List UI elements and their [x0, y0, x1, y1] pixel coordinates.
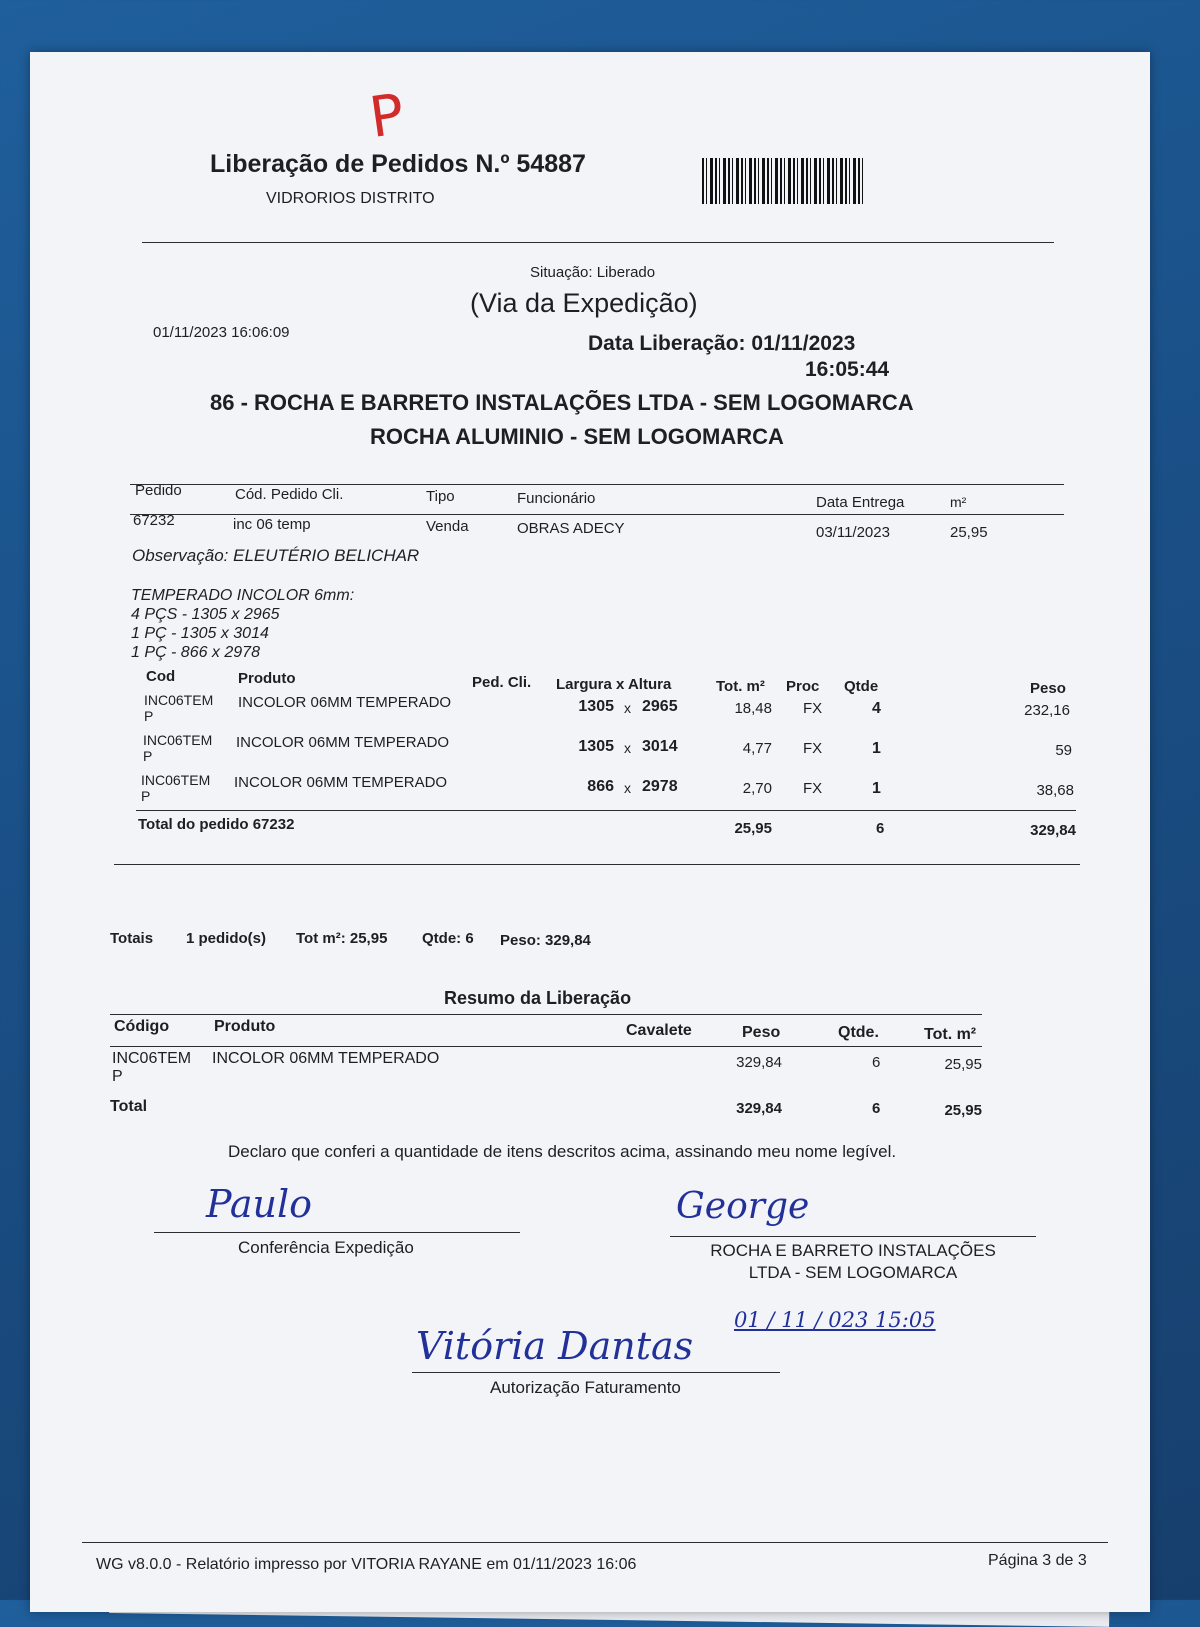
value-pedido: 67232 [133, 512, 175, 529]
signature-line [412, 1372, 780, 1373]
totals-peso: Peso: 329,84 [500, 932, 591, 949]
cod-line: P [141, 788, 151, 804]
summary-total-peso: 329,84 [736, 1100, 782, 1117]
divider [136, 810, 1076, 811]
table-row-produto: INCOLOR 06MM TEMPERADO [234, 774, 448, 791]
table-row-produto: INCOLOR 06MM TEMPERADO [236, 734, 450, 751]
cod-line: INC06TEM [144, 692, 214, 708]
table-row-peso: 232,16 [1024, 702, 1070, 719]
table-row-cod [144, 692, 213, 724]
totals-label: Totais [110, 930, 154, 947]
summary-col-peso: Peso [742, 1024, 781, 1041]
cod-line: INC06TEM [143, 732, 213, 748]
value-funcionario: OBRAS ADECY [517, 520, 625, 537]
table-row-qtde: 1 [872, 740, 881, 757]
table-row-cod [143, 732, 212, 764]
totals-pedidos: 1 pedido(s) [186, 930, 267, 947]
label-line: LTDA - SEM LOGOMARCA [748, 1263, 958, 1282]
signature-line [670, 1236, 1036, 1237]
table-row-qtde: 4 [872, 700, 881, 717]
summary-total-qtde: 6 [872, 1100, 881, 1117]
label-line: ROCHA E BARRETO INSTALAÇÕES [710, 1241, 996, 1260]
table-row-altura: 2978 [642, 778, 678, 795]
label-funcionario: Funcionário [517, 490, 596, 507]
signature-george: George [676, 1186, 810, 1227]
label-tipo: Tipo [426, 488, 455, 505]
client-name-line2: ROCHA ALUMINIO - SEM LOGOMARCA [370, 424, 784, 449]
totals-tot-m2: Tot m²: 25,95 [296, 930, 388, 947]
summary-row-qtde: 6 [872, 1054, 881, 1071]
declaration-text: Declaro que conferi a quantidade de itens descritos acima, assinando meu nome legível. [228, 1142, 897, 1161]
table-row-x: x [624, 740, 631, 756]
table-row-produto: INCOLOR 06MM TEMPERADO [238, 694, 452, 711]
cod-line: P [143, 748, 153, 764]
label-m2: m² [950, 494, 967, 510]
divider [142, 242, 1054, 243]
order-notes [131, 586, 354, 662]
order-total-label: Total do pedido 67232 [138, 816, 295, 833]
signature-line [154, 1232, 520, 1233]
note-line: 1 PÇ - 866 x 2978 [131, 644, 260, 661]
col-ped-cli: Ped. Cli. [472, 674, 532, 691]
col-proc: Proc [786, 678, 820, 695]
signature-label-conferencia: Conferência Expedição [238, 1238, 414, 1257]
footer-page-number: Página 3 de 3 [988, 1552, 1087, 1569]
table-row-tot-m2: 18,48 [734, 700, 772, 717]
table-row-largura: 1305 [578, 698, 614, 715]
divider [110, 1014, 982, 1015]
col-qtde: Qtde [844, 678, 879, 695]
col-produto: Produto [238, 670, 296, 687]
signature-vitoria: Vitória Dantas [416, 1324, 694, 1368]
summary-col-cavalete: Cavalete [626, 1022, 692, 1039]
divider [114, 864, 1080, 865]
divider [82, 1542, 1108, 1543]
table-row-peso: 59 [1055, 742, 1072, 759]
summary-row-produto: INCOLOR 06MM TEMPERADO [212, 1050, 440, 1067]
summary-row-tot-m2: 25,95 [944, 1056, 982, 1073]
handwritten-date: 01 / 11 / 023 15:05 [734, 1308, 936, 1332]
summary-row-peso: 329,84 [736, 1054, 782, 1071]
table-row-proc: FX [803, 700, 823, 717]
cod-line: INC06TEM [141, 772, 211, 788]
table-row-tot-m2: 4,77 [742, 740, 772, 757]
status-text: Situação: Liberado [530, 264, 656, 281]
divider [130, 484, 1064, 485]
observation: Observação: ELEUTÉRIO BELICHAR [132, 546, 420, 565]
signature-paulo: Paulo [206, 1182, 313, 1226]
release-date: Data Liberação: 01/11/2023 [588, 332, 856, 355]
order-total-tot-m2: 25,95 [734, 820, 772, 837]
summary-col-tot-m2: Tot. m² [924, 1026, 977, 1043]
cod-line: INC06TEM [112, 1050, 192, 1067]
col-tot-m2: Tot. m² [716, 678, 765, 695]
summary-col-produto: Produto [214, 1018, 276, 1035]
col-peso: Peso [1030, 680, 1066, 697]
table-row-proc: FX [803, 740, 823, 757]
document-title: Liberação de Pedidos N.º 54887 [210, 150, 586, 178]
label-data-entrega: Data Entrega [816, 494, 905, 511]
divider [110, 1046, 982, 1047]
summary-col-qtde: Qtde. [838, 1024, 879, 1041]
red-p-mark: P [365, 81, 409, 152]
company-name: VIDRORIOS DISTRITO [266, 190, 435, 207]
col-cod: Cod [146, 668, 176, 685]
table-row-altura: 3014 [642, 738, 678, 755]
order-total-peso: 329,84 [1030, 822, 1076, 839]
barcode [702, 158, 864, 204]
cod-line: P [144, 708, 154, 724]
value-data-entrega: 03/11/2023 [816, 524, 890, 541]
table-row-cod [141, 772, 210, 804]
value-m2: 25,95 [950, 524, 988, 541]
table-row-qtde: 1 [872, 780, 881, 797]
divider [130, 514, 1064, 515]
document-sheet [30, 52, 1150, 1612]
table-row-altura: 2965 [642, 698, 678, 715]
note-line: 4 PÇS - 1305 x 2965 [131, 606, 280, 623]
summary-total-label: Total [110, 1098, 148, 1115]
note-line: 1 PÇ - 1305 x 3014 [131, 625, 269, 642]
summary-title: Resumo da Liberação [444, 988, 632, 1008]
value-tipo: Venda [426, 518, 469, 535]
printed-timestamp: 01/11/2023 16:06:09 [153, 324, 290, 341]
release-time: 16:05:44 [805, 358, 890, 381]
summary-col-codigo: Código [114, 1018, 170, 1035]
table-row-x: x [624, 780, 631, 796]
signature-label-autorizacao: Autorização Faturamento [490, 1378, 681, 1397]
label-cod-pedido-cli: Cód. Pedido Cli. [235, 486, 344, 503]
via-title: (Via da Expedição) [470, 288, 698, 318]
table-row-tot-m2: 2,70 [742, 780, 772, 797]
table-row-proc: FX [803, 780, 823, 797]
label-pedido: Pedido [135, 482, 182, 499]
table-row-largura: 1305 [578, 738, 614, 755]
value-cod-pedido-cli: inc 06 temp [233, 516, 311, 533]
cod-line: P [112, 1068, 123, 1085]
order-total-qtde: 6 [876, 820, 885, 837]
totals-qtde: Qtde: 6 [422, 930, 474, 947]
table-row-x: x [624, 700, 631, 716]
col-largura-altura: Largura x Altura [556, 676, 672, 693]
note-line: TEMPERADO INCOLOR 6mm: [131, 587, 355, 604]
client-name-line1: 86 - ROCHA E BARRETO INSTALAÇÕES LTDA - SEM LOGOMARCA [210, 390, 914, 415]
table-row-peso: 38,68 [1036, 782, 1074, 799]
summary-row-codigo [112, 1050, 191, 1086]
signature-label-client [670, 1240, 1036, 1284]
table-row-largura: 866 [587, 778, 614, 795]
footer-report-info: WG v8.0.0 - Relatório impresso por VITORIA RAYANE em 01/11/2023 16:06 [96, 1556, 637, 1573]
summary-total-tot-m2: 25,95 [944, 1102, 982, 1119]
